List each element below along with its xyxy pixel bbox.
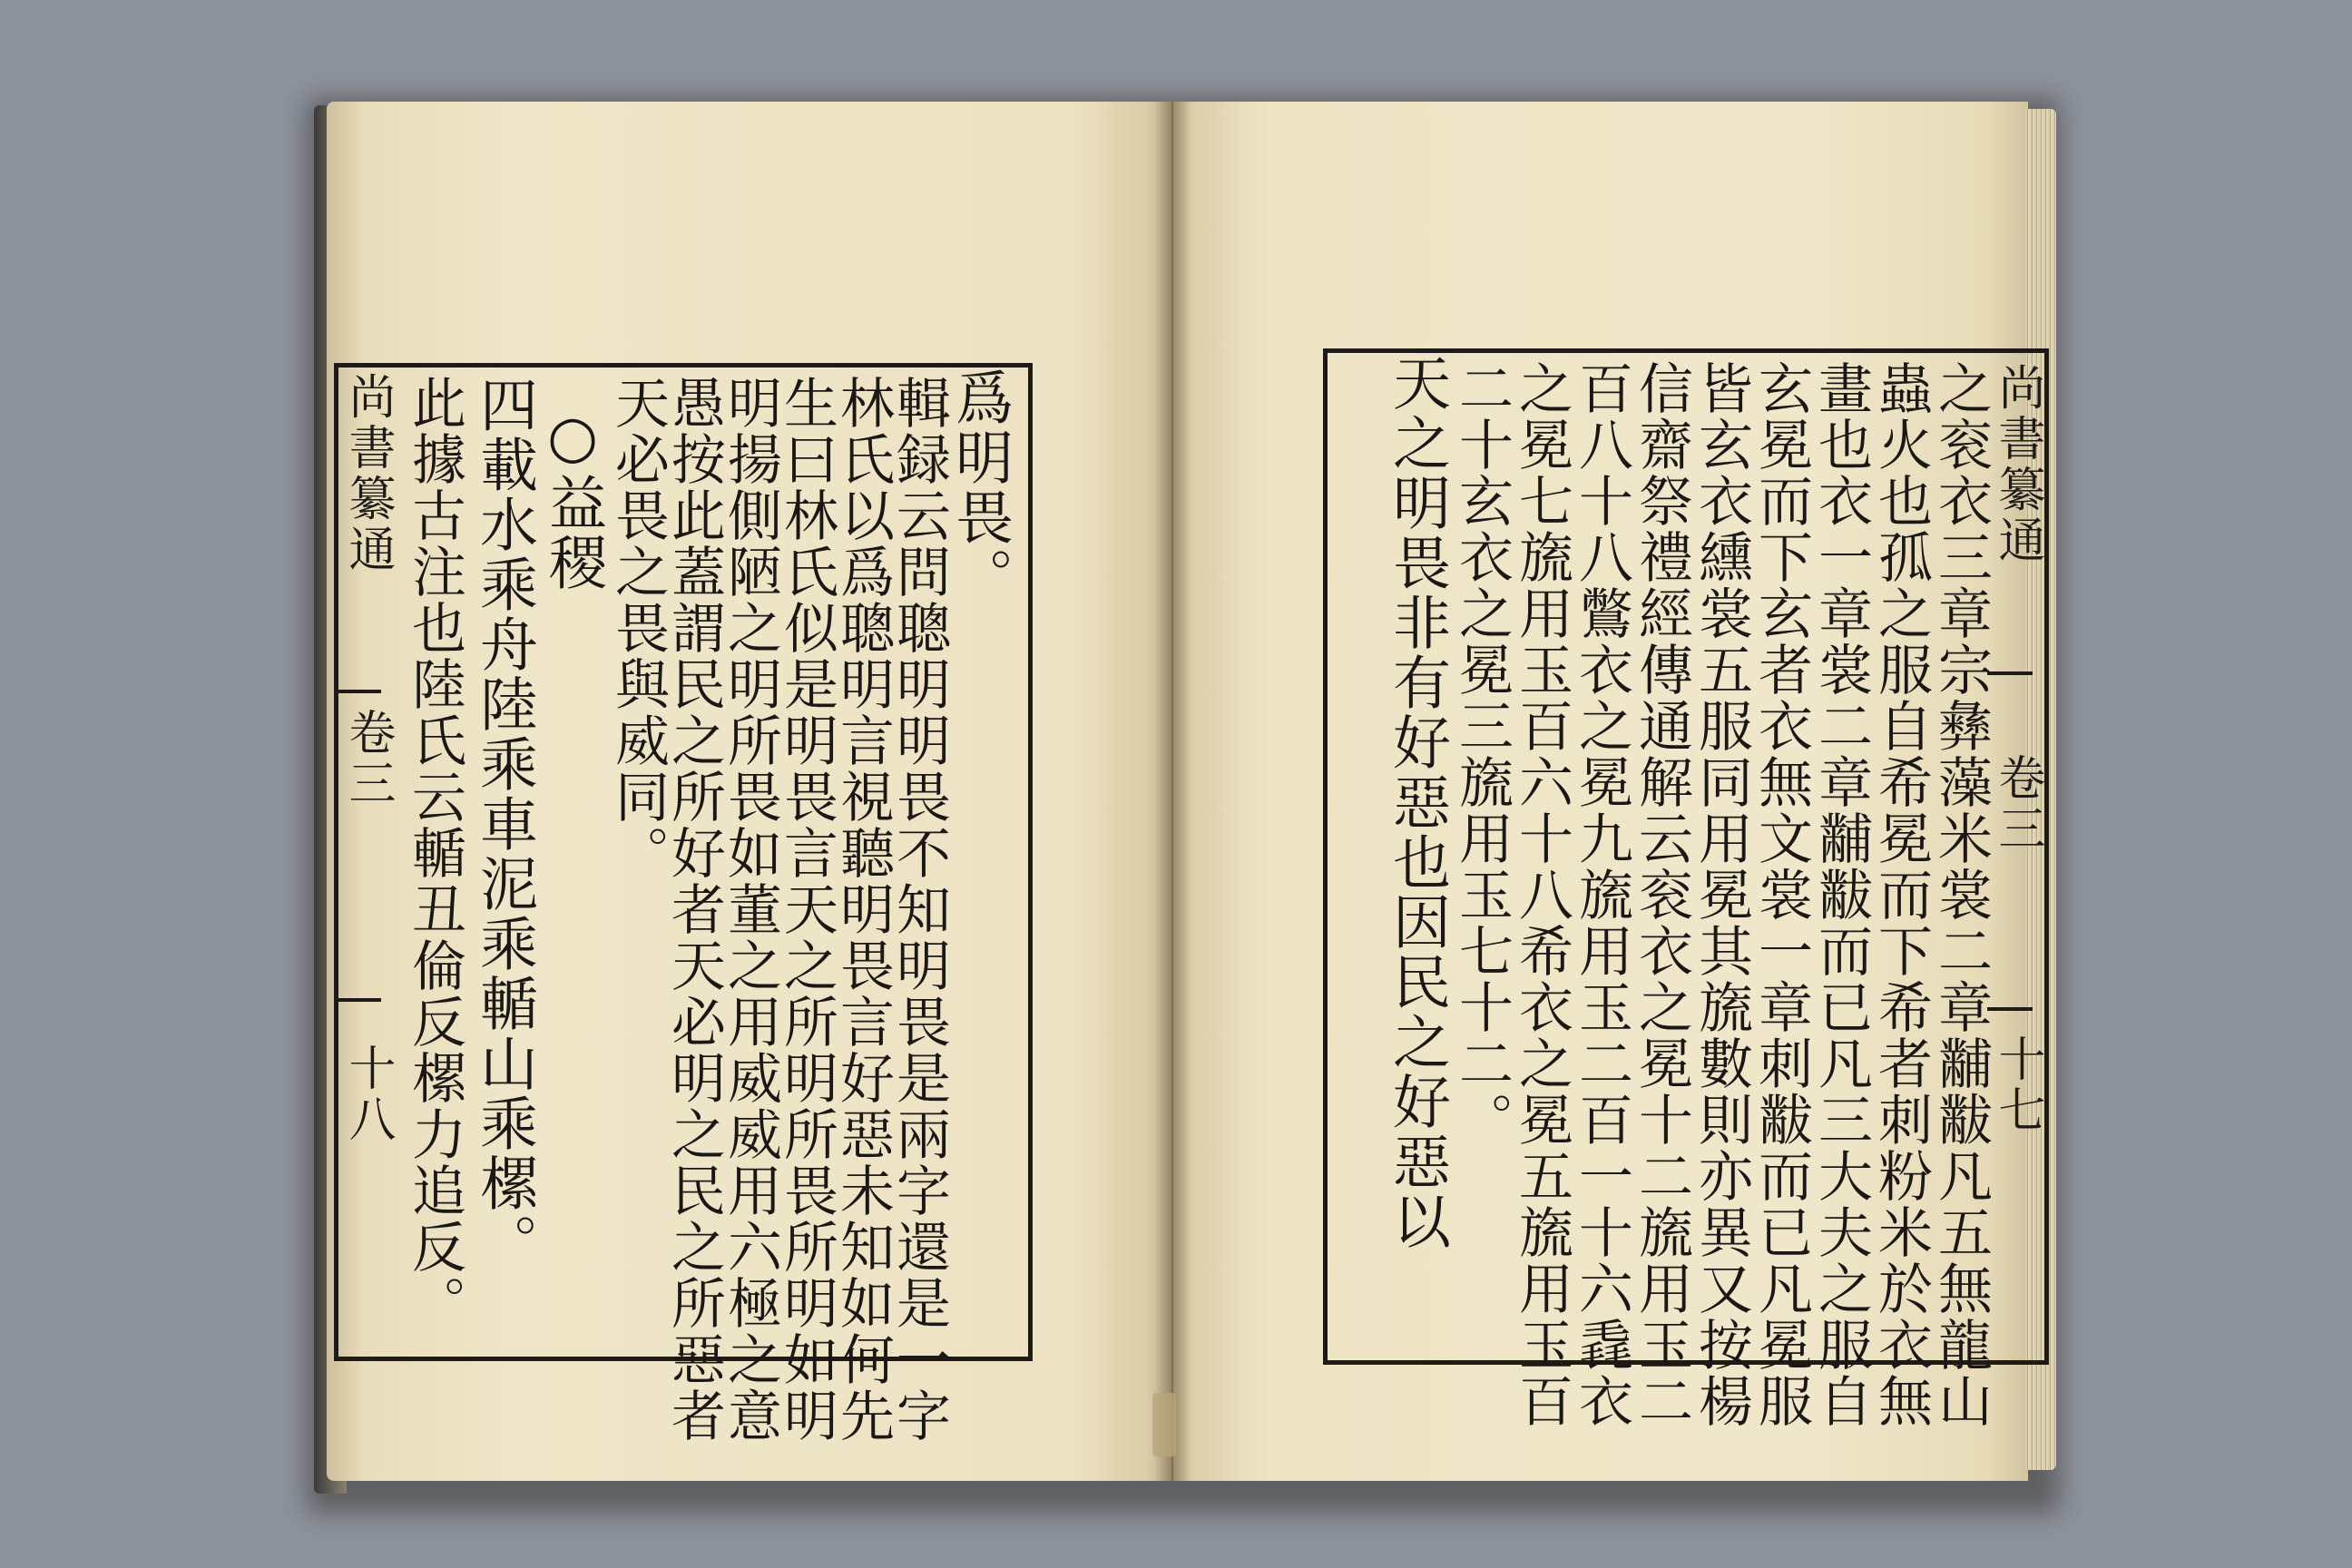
text-column: 林氏以爲聰明言視聽明畏言好惡未知如何先 — [831, 375, 895, 1444]
text-column: 畫也衣一章裳二章黼黻而已凡三大夫之服自 — [1809, 360, 1873, 1429]
section-heading: ○益稷 — [539, 404, 606, 593]
left-margin-title: 尚書纂通 — [340, 372, 395, 575]
right-text-frame — [1323, 348, 2049, 1429]
text-column: 輯録云問聰明明畏不知明畏是兩字還是一字 — [887, 375, 951, 1444]
text-column: 皆玄衣纁裳五服同用冕其旒數則亦異又按楊 — [1690, 360, 1753, 1429]
text-column: 生曰林氏似是明畏言天之所明所畏所明如明 — [775, 375, 838, 1444]
text-column: 天之明畏非有好惡也因民之好惡以 — [1383, 353, 1450, 1251]
text-column: 信齋祭禮經傳通解云衮衣之冕十二旒用玉二 — [1630, 360, 1693, 1429]
right-margin-page: 十七 — [1990, 1034, 2044, 1136]
text-column: 天必畏之畏與威同。 — [606, 375, 670, 881]
text-column: 之冕七旒用玉百六十八希衣之冕五旒用玉百 — [1510, 360, 1573, 1429]
text-column: 百八十八鷩衣之冕九旒用玉二百一十六毳衣 — [1570, 360, 1633, 1429]
text-column: 之衮衣三章宗彝藻米裳二章黼黻凡五無龍山 — [1929, 360, 1993, 1429]
text-column: 愚按此蓋謂民之所好者天必明之民之所惡者 — [662, 375, 726, 1444]
text-column: 明揚側陋之明所畏如董之用威威用六極之意 — [719, 375, 782, 1444]
right-margin-title: 尚書纂通 — [1990, 363, 2044, 566]
left-margin-page: 十八 — [340, 1044, 395, 1145]
text-column: 蟲火也孤之服自希冕而下希者刺粉米於衣無 — [1869, 360, 1933, 1429]
left-text-frame — [334, 363, 1033, 1444]
text-column: 二十玄衣之冕三旒用玉七十二。 — [1450, 360, 1514, 1148]
page-tear — [1152, 1393, 1176, 1456]
book-gutter — [1154, 102, 1191, 1481]
left-margin-volume: 卷三 — [340, 708, 395, 809]
text-column: 爲明畏。 — [946, 368, 1013, 607]
text-column: 此據古注也陸氏云輴丑倫反樏力追反。 — [403, 375, 466, 1331]
text-column: 玄冕而下玄者衣無文裳一章刺黻而已凡冕服 — [1749, 360, 1813, 1429]
right-margin-volume: 卷三 — [1990, 753, 2044, 855]
text-column: 四載水乘舟陸乘車泥乘輴山乘樏。 — [470, 375, 537, 1273]
